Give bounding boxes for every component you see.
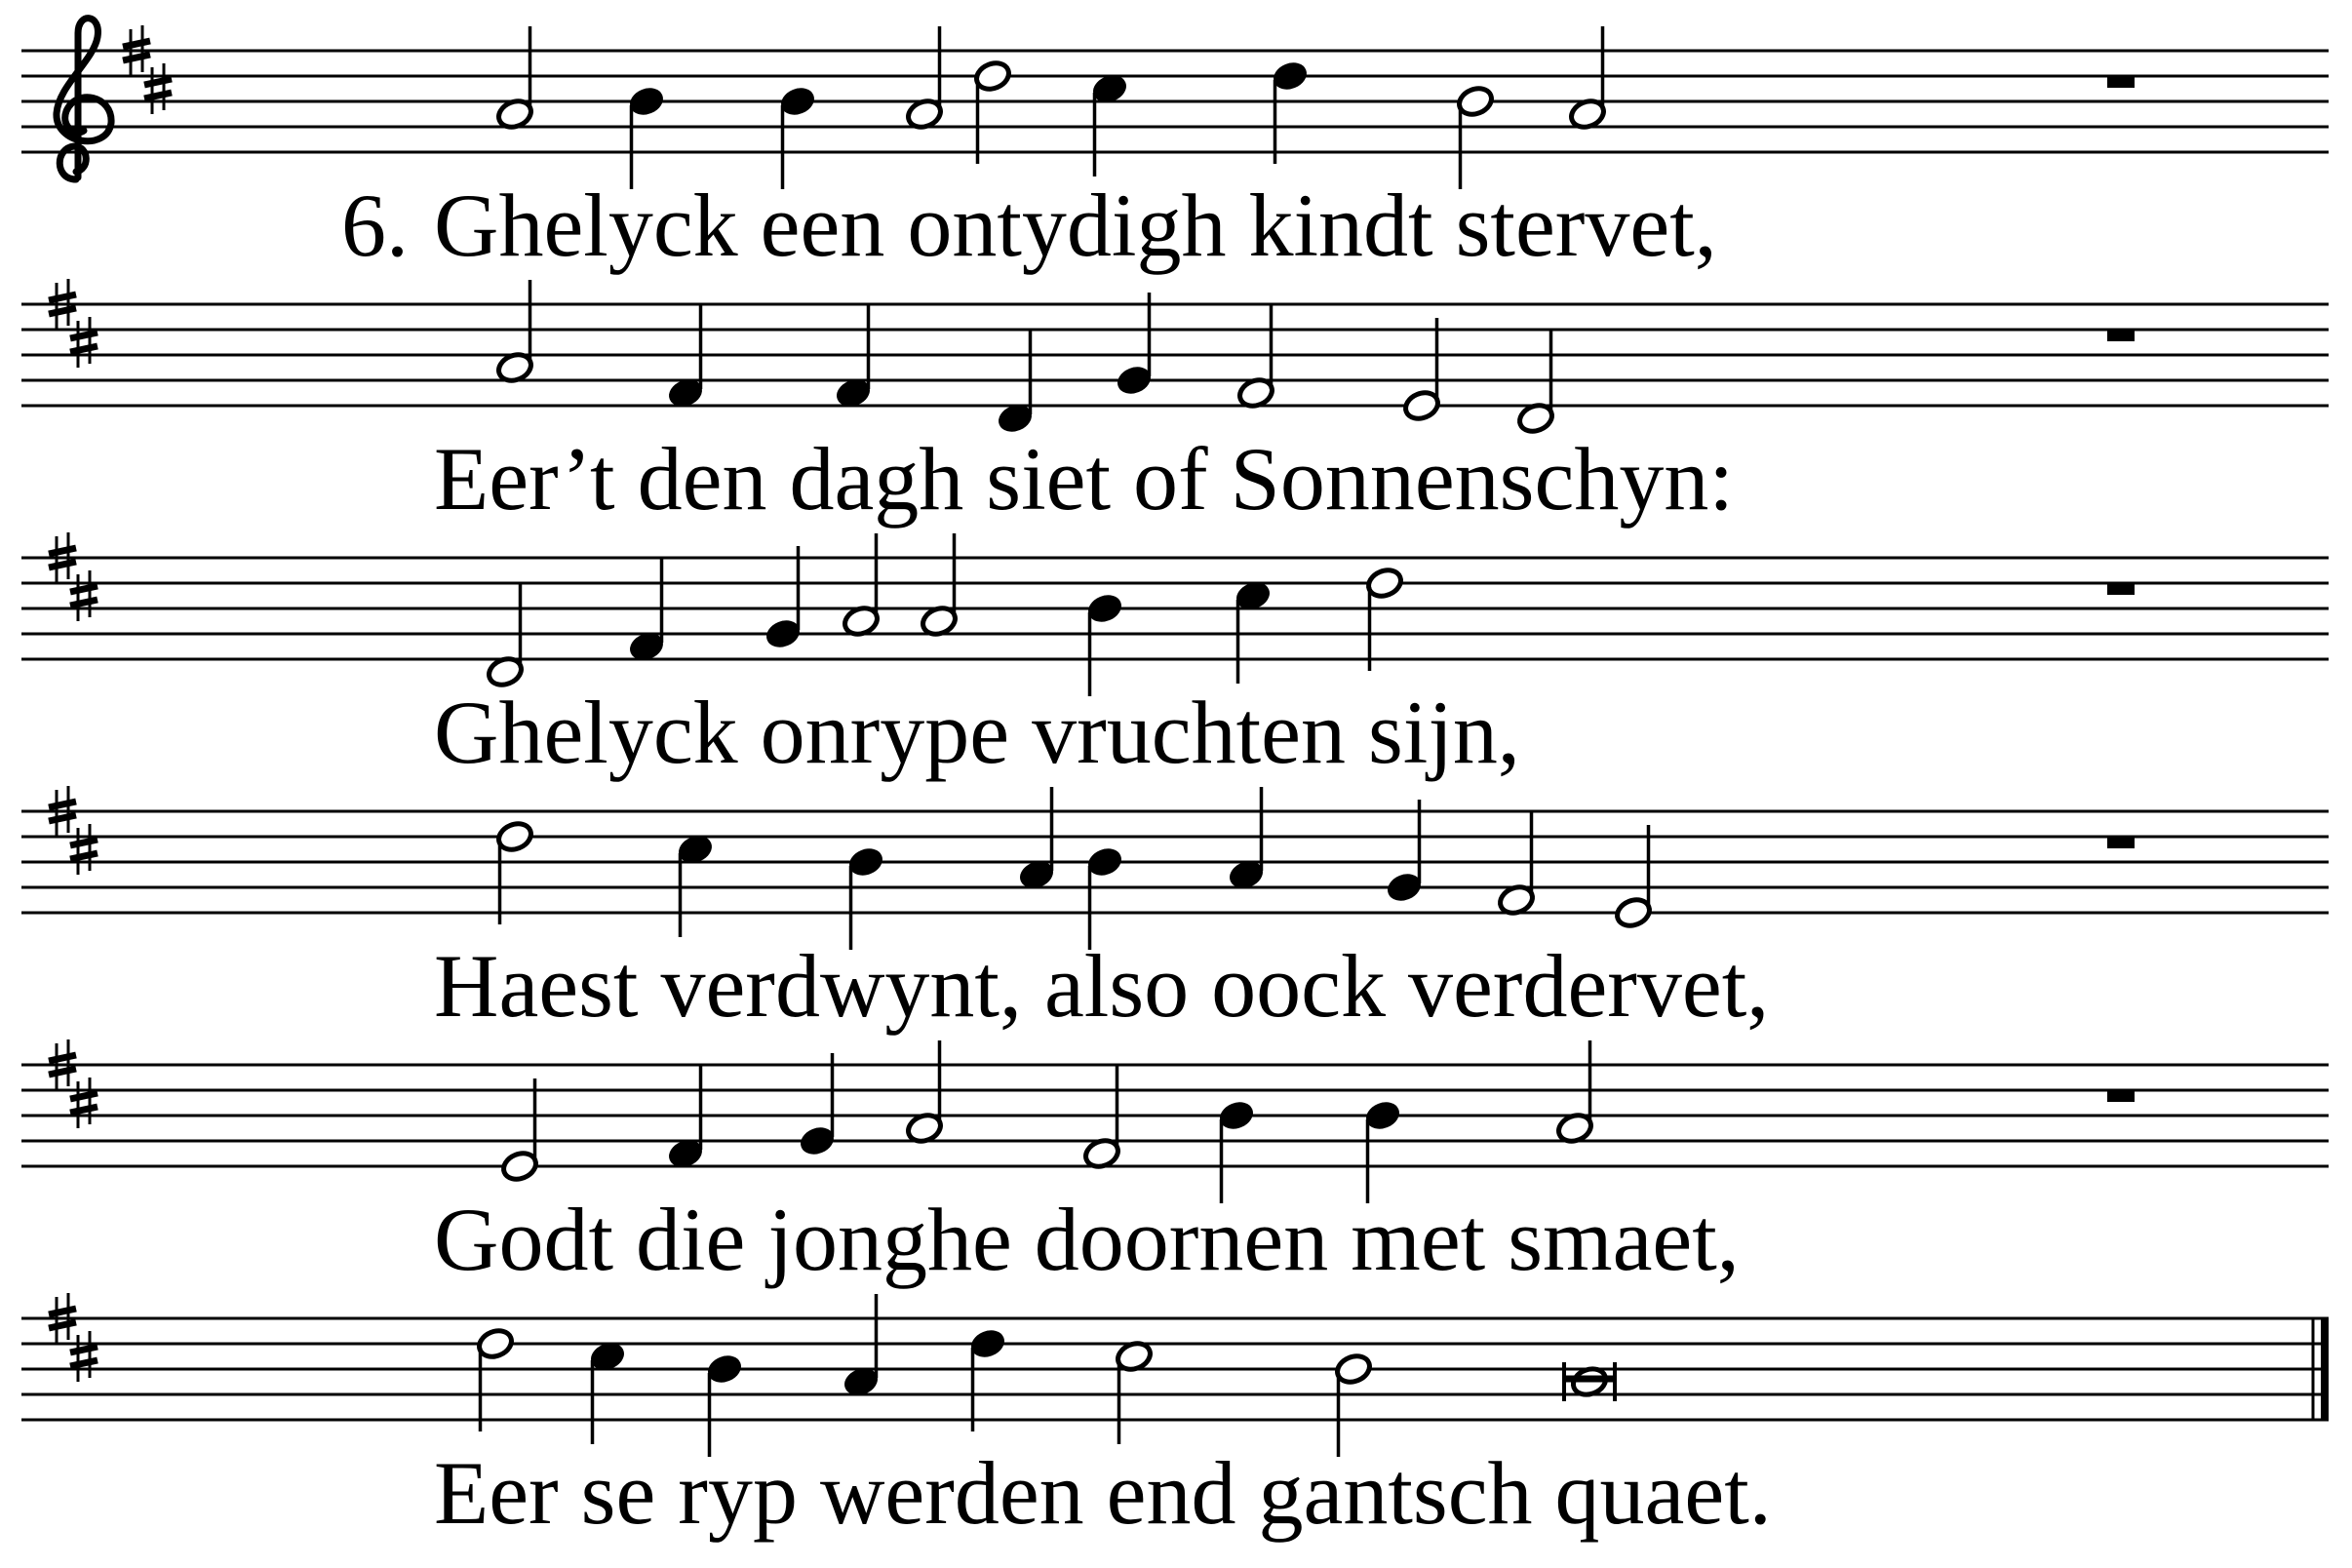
music-system	[21, 1293, 2329, 1543]
note	[1497, 812, 1537, 918]
note	[764, 546, 804, 651]
note	[842, 533, 882, 639]
sharp-icon	[70, 570, 98, 621]
note	[500, 1078, 540, 1184]
music-system	[21, 1039, 2329, 1289]
note	[1234, 578, 1274, 684]
sharp-icon	[70, 1331, 98, 1382]
note	[495, 26, 535, 132]
note	[996, 331, 1036, 436]
music-system	[21, 786, 2329, 1036]
music-system	[21, 532, 2329, 782]
note	[1568, 26, 1608, 132]
lyric-line: Haest verdwynt, also oock verdervet,	[434, 936, 1770, 1036]
note	[1385, 800, 1425, 905]
treble-clef-icon	[57, 19, 111, 179]
rest-icon	[2107, 837, 2135, 848]
rest-icon	[2107, 583, 2135, 595]
note	[588, 1339, 628, 1444]
music-system	[21, 279, 2329, 529]
sharp-icon	[70, 824, 98, 875]
lyric-line: Ghelyck een ontydigh kindt stervet,	[434, 176, 1717, 275]
note	[1227, 787, 1267, 892]
note	[1085, 844, 1125, 950]
note	[705, 1352, 745, 1457]
note	[1085, 591, 1125, 696]
note	[1017, 787, 1057, 892]
staff	[21, 51, 2329, 152]
staff	[21, 558, 2329, 659]
sharp-icon	[70, 1078, 98, 1128]
note	[842, 1294, 882, 1399]
note	[920, 533, 960, 639]
note	[1115, 1339, 1155, 1444]
note	[1334, 1352, 1374, 1457]
verse-number: 6.	[341, 176, 409, 275]
rest-icon	[2107, 1090, 2135, 1102]
staff	[21, 811, 2329, 913]
note	[476, 1326, 516, 1431]
rest-icon	[2107, 76, 2135, 88]
note	[1082, 1066, 1122, 1171]
note	[666, 305, 706, 411]
note	[1365, 566, 1405, 671]
note	[1217, 1098, 1257, 1203]
note	[486, 584, 526, 689]
note	[666, 1066, 706, 1171]
sharp-icon	[144, 63, 172, 114]
note	[1236, 305, 1276, 411]
note	[495, 819, 535, 924]
note	[1614, 825, 1654, 930]
note	[1456, 84, 1496, 189]
note	[676, 832, 716, 937]
note	[968, 1326, 1008, 1431]
rest-icon	[2107, 330, 2135, 341]
note	[1516, 331, 1556, 436]
lyric-line: Godt die jonghe doornen met smaet,	[434, 1190, 1740, 1289]
note	[1363, 1098, 1403, 1203]
note	[778, 84, 818, 189]
note	[495, 280, 535, 385]
note	[798, 1053, 838, 1158]
sharp-icon	[70, 317, 98, 368]
lyric-line: Eer se ryp werden end gantsch quaet.	[434, 1443, 1772, 1543]
lyric-line: Eer’t den dagh siet of Sonnenschyn:	[434, 429, 1734, 529]
note	[627, 84, 667, 189]
note	[846, 844, 886, 950]
staff	[21, 304, 2329, 406]
staff	[21, 1318, 2329, 1420]
note	[1271, 59, 1311, 164]
note	[905, 26, 945, 132]
note	[1555, 1040, 1595, 1146]
note	[1115, 293, 1155, 398]
note	[834, 305, 874, 411]
note	[627, 559, 667, 664]
lyric-line: Ghelyck onrype vruchten sijn,	[434, 683, 1520, 782]
note	[1090, 71, 1130, 176]
note	[905, 1040, 945, 1146]
note	[1402, 318, 1442, 423]
staff	[21, 1065, 2329, 1166]
note	[973, 59, 1013, 164]
